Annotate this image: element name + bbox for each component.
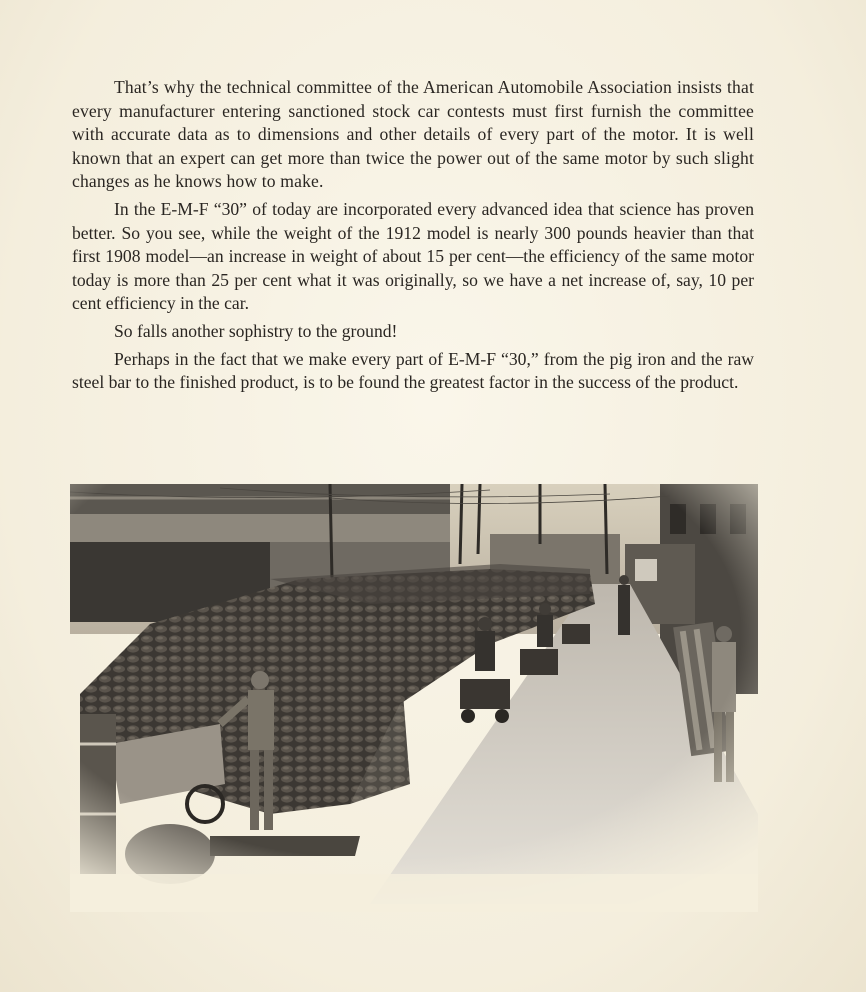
pig-iron-yard-illustration bbox=[70, 484, 758, 912]
paragraph-2: In the E-M-F “30” of today are incorporated every advanced idea that science has proven better. So you see, while the weight of the 1912 model is nearly 300 pounds heavier than that first 1908 model—an increase in weight of about 15 per cent—the efficiency of the same motor today is more than 25 per cent what it was originally, so we have a net increase of, say, 10 per cent efficiency in the car. bbox=[72, 198, 754, 314]
paragraph-4: Perhaps in the fact that we make every part of E-M-F “30,” from the pig iron and the raw steel bar to the finished product, is to be found the greatest factor in the success of the product. bbox=[72, 348, 754, 393]
paragraph-1: That’s why the technical committee of the American Automobile Association insists that every manufacturer entering sanctioned stock car contests must first furnish the committee with accurate data as to dimensions and other details of every part of the motor. It is well known that an expert can get more than twice the power out of the same motor by such slight changes as he knows how to make. bbox=[72, 77, 754, 192]
body-text bbox=[72, 76, 754, 399]
factory-yard-photo bbox=[70, 484, 758, 912]
paragraph-3: So falls another sophistry to the ground! bbox=[114, 320, 398, 341]
